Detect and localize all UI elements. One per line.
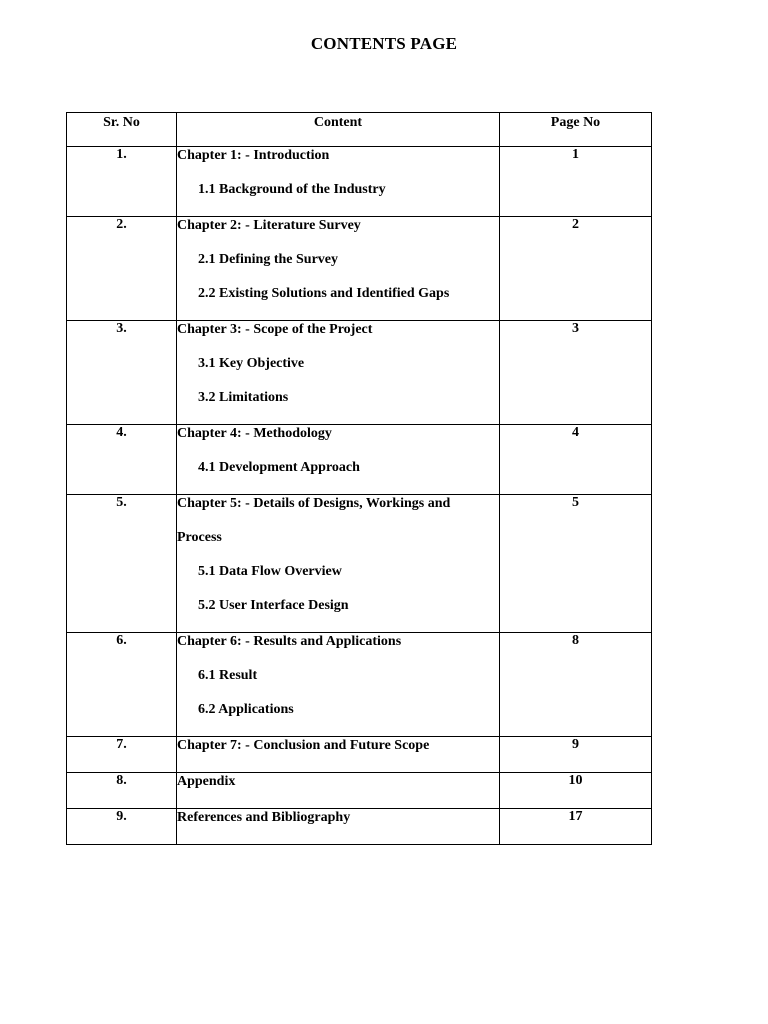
page-no-cell: 1	[500, 147, 652, 217]
section-entry: 6.2 Applications	[198, 702, 294, 717]
section-entry: 1.1 Background of the Industry	[198, 182, 386, 197]
page-no-cell: 9	[500, 737, 652, 773]
table-row	[67, 321, 652, 425]
content-cell	[177, 321, 500, 425]
section-entry: 2.1 Defining the Survey	[198, 252, 338, 267]
section-entry: 3.1 Key Objective	[198, 356, 305, 371]
table-row	[67, 809, 652, 845]
page-no-cell: 8	[500, 633, 652, 737]
page-title: CONTENTS PAGE	[310, 34, 458, 53]
chapter-entry: Chapter 6: - Results and Applications	[177, 634, 402, 649]
table-row	[67, 633, 652, 737]
page-no-cell: 2	[500, 217, 652, 321]
sr-no-cell: 7.	[67, 737, 177, 773]
page-no-cell: 4	[500, 425, 652, 495]
chapter-entry: Appendix	[177, 774, 236, 789]
table-row	[67, 495, 652, 633]
chapter-entry: Chapter 3: - Scope of the Project	[177, 322, 373, 337]
table-row	[67, 773, 652, 809]
content-cell	[177, 633, 500, 737]
sr-no-cell: 2.	[67, 217, 177, 321]
section-entry: 2.2 Existing Solutions and Identified Gaps	[198, 286, 450, 301]
content-cell	[177, 147, 500, 217]
section-entry: 6.1 Result	[198, 668, 258, 683]
header-content: Content	[177, 113, 500, 147]
content-cell	[177, 809, 500, 845]
chapter-entry: Chapter 5: - Details of Designs, Workings and	[177, 496, 451, 511]
page-no-cell: 5	[500, 495, 652, 633]
chapter-entry: Chapter 2: - Literature Survey	[177, 218, 361, 233]
header-sr-no: Sr. No	[67, 113, 177, 147]
chapter-entry: Chapter 7: - Conclusion and Future Scope	[177, 738, 430, 753]
chapter-entry: Process	[177, 530, 222, 545]
section-entry: 4.1 Development Approach	[198, 460, 360, 475]
sr-no-cell: 1.	[67, 147, 177, 217]
content-cell	[177, 737, 500, 773]
page-no-cell: 3	[500, 321, 652, 425]
chapter-entry: References and Bibliography	[177, 810, 351, 825]
content-cell	[177, 495, 500, 633]
chapter-entry: Chapter 4: - Methodology	[177, 426, 332, 441]
header-page-no: Page No	[500, 113, 652, 147]
sr-no-cell: 8.	[67, 773, 177, 809]
content-cell	[177, 425, 500, 495]
section-entry: 5.2 User Interface Design	[198, 598, 349, 613]
page-no-cell: 17	[500, 809, 652, 845]
content-cell	[177, 773, 500, 809]
sr-no-cell: 4.	[67, 425, 177, 495]
table-row	[67, 425, 652, 495]
sr-no-cell: 6.	[67, 633, 177, 737]
contents-table	[66, 112, 652, 845]
table-row	[67, 217, 652, 321]
page-no-cell: 10	[500, 773, 652, 809]
section-entry: 5.1 Data Flow Overview	[198, 564, 342, 579]
table-header-row	[67, 113, 652, 147]
sr-no-cell: 9.	[67, 809, 177, 845]
section-entry: 3.2 Limitations	[198, 390, 289, 405]
table-body	[67, 147, 652, 845]
sr-no-cell: 5.	[67, 495, 177, 633]
chapter-entry: Chapter 1: - Introduction	[177, 148, 330, 163]
table-row	[67, 147, 652, 217]
sr-no-cell: 3.	[67, 321, 177, 425]
table-row	[67, 737, 652, 773]
content-cell	[177, 217, 500, 321]
